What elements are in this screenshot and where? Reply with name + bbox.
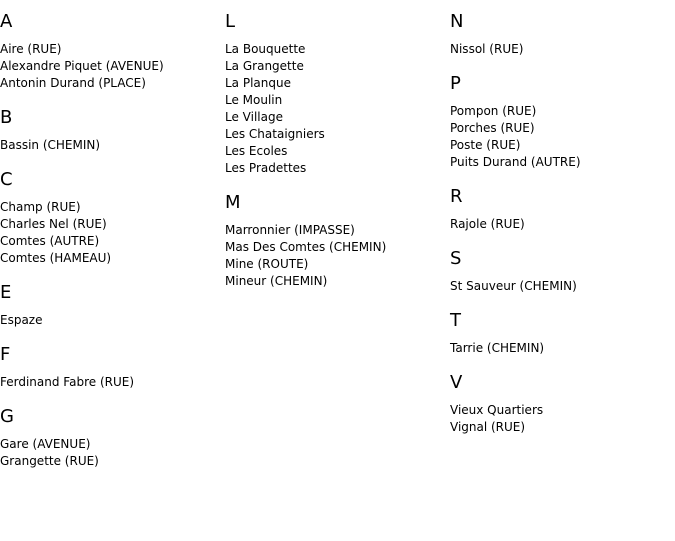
street-link[interactable]: La Grangette [225, 59, 304, 73]
street-list [450, 402, 672, 436]
street-list [0, 374, 222, 391]
street-link[interactable]: Espaze [0, 313, 43, 327]
street-link[interactable]: Marronnier (IMPASSE) [225, 223, 355, 237]
letter-group [0, 406, 222, 470]
street-list [0, 436, 222, 470]
street-list [225, 222, 447, 290]
letter-heading: R [450, 186, 463, 207]
letter-group [450, 11, 672, 58]
letter-group [225, 192, 447, 290]
letter-heading: A [0, 11, 13, 32]
street-list [225, 41, 447, 177]
letter-group [450, 248, 672, 295]
letter-group [450, 372, 672, 436]
street-list [450, 41, 672, 58]
street-link[interactable]: Mineur (CHEMIN) [225, 274, 328, 288]
letter-heading: N [450, 11, 464, 32]
street-list [0, 41, 222, 92]
letter-group [0, 344, 222, 391]
index-column [225, 11, 447, 305]
street-link[interactable]: Puits Durand (AUTRE) [450, 155, 581, 169]
street-list [450, 103, 672, 171]
street-link[interactable]: Comtes (HAMEAU) [0, 251, 112, 265]
street-link[interactable]: Antonin Durand (PLACE) [0, 76, 146, 90]
street-link[interactable]: Alexandre Piquet (AVENUE) [0, 59, 164, 73]
letter-heading: P [450, 73, 461, 94]
street-link[interactable]: Les Pradettes [225, 161, 307, 175]
letter-group [0, 282, 222, 329]
index-column [450, 11, 672, 451]
street-link[interactable]: Les Ecoles [225, 144, 288, 158]
street-link[interactable]: Mine (ROUTE) [225, 257, 309, 271]
street-link[interactable]: Vieux Quartiers [450, 403, 544, 417]
street-list [450, 278, 672, 295]
letter-group [450, 73, 672, 171]
letter-group [0, 169, 222, 267]
street-link[interactable]: Le Moulin [225, 93, 283, 107]
street-link[interactable]: Vignal (RUE) [450, 420, 526, 434]
index-column [0, 11, 222, 485]
street-link[interactable]: St Sauveur (CHEMIN) [450, 279, 577, 293]
street-list [450, 216, 672, 233]
street-link[interactable]: Mas Des Comtes (CHEMIN) [225, 240, 387, 254]
street-link[interactable]: Porches (RUE) [450, 121, 535, 135]
letter-heading: M [225, 192, 241, 213]
street-link[interactable]: Les Chataigniers [225, 127, 325, 141]
letter-group [450, 186, 672, 233]
street-link[interactable]: Ferdinand Fabre (RUE) [0, 375, 135, 389]
street-list [0, 137, 222, 154]
street-link[interactable]: Aire (RUE) [0, 42, 62, 56]
street-list [0, 312, 222, 329]
street-link[interactable]: Poste (RUE) [450, 138, 521, 152]
street-link[interactable]: Rajole (RUE) [450, 217, 525, 231]
letter-heading: L [225, 11, 236, 32]
letter-group [0, 11, 222, 92]
street-link[interactable]: La Bouquette [225, 42, 306, 56]
street-link[interactable]: Tarrie (CHEMIN) [450, 341, 545, 355]
street-link[interactable]: Bassin (CHEMIN) [0, 138, 101, 152]
street-link[interactable]: Charles Nel (RUE) [0, 217, 107, 231]
letter-heading: G [0, 406, 14, 427]
letter-heading: B [0, 107, 13, 128]
letter-heading: C [0, 169, 13, 190]
street-link[interactable]: Grangette (RUE) [0, 454, 99, 468]
street-link[interactable]: Pompon (RUE) [450, 104, 537, 118]
street-link[interactable]: Champ (RUE) [0, 200, 81, 214]
letter-group [225, 11, 447, 177]
street-link[interactable]: La Planque [225, 76, 291, 90]
letter-group [450, 310, 672, 357]
street-list [450, 340, 672, 357]
letter-heading: F [0, 344, 11, 365]
letter-heading: T [450, 310, 461, 331]
street-link[interactable]: Comtes (AUTRE) [0, 234, 100, 248]
letter-heading: E [0, 282, 12, 303]
letter-heading: S [450, 248, 462, 269]
street-link[interactable]: Gare (AVENUE) [0, 437, 91, 451]
street-link[interactable]: Le Village [225, 110, 283, 124]
street-list [0, 199, 222, 267]
street-link[interactable]: Nissol (RUE) [450, 42, 524, 56]
letter-group [0, 107, 222, 154]
letter-heading: V [450, 372, 463, 393]
